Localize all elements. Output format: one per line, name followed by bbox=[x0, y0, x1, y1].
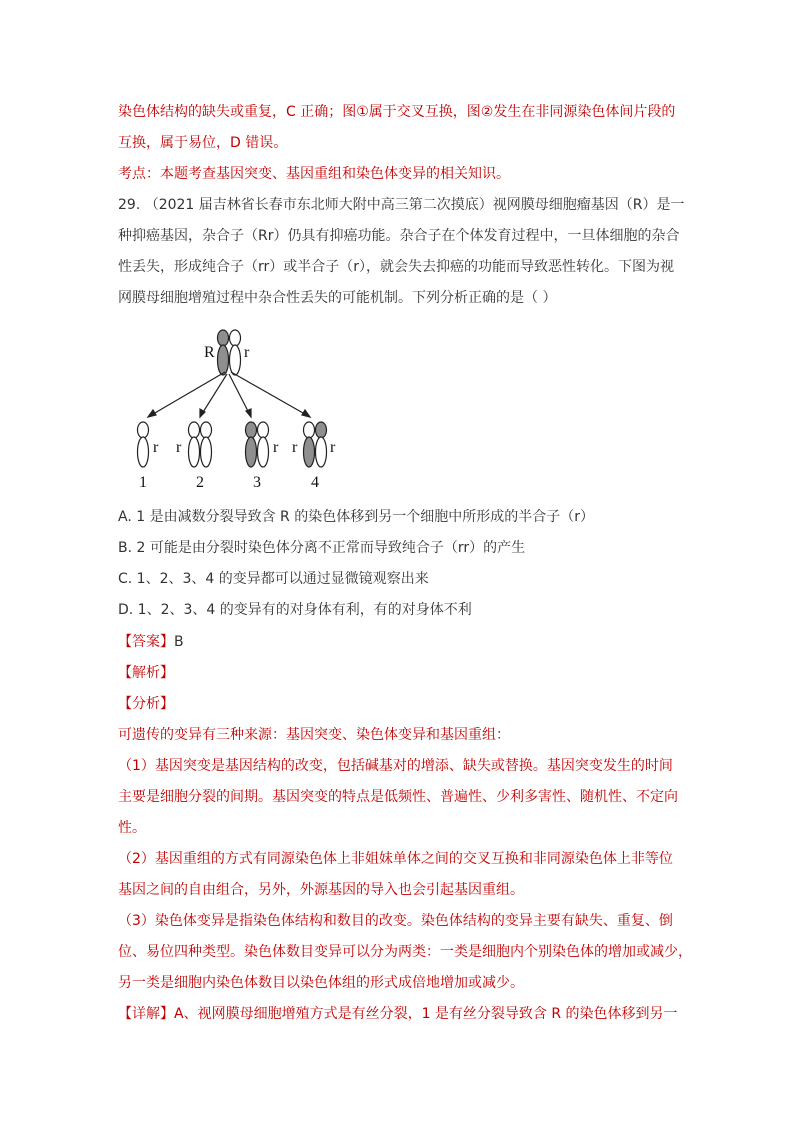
chromosome bbox=[201, 437, 212, 467]
chromosome bbox=[246, 437, 257, 467]
gene-label-R: R bbox=[204, 344, 215, 361]
analysis-text: 位、易位四种类型。染色体数目变异可以分为两类：一类是细胞内个别染色体的增加或减少， bbox=[118, 944, 692, 960]
figure-number-4: 4 bbox=[311, 474, 319, 491]
gene-label-r: r bbox=[153, 439, 159, 456]
analysis-text: 性。 bbox=[118, 820, 146, 836]
figure-number-1: 1 bbox=[139, 474, 147, 491]
analysis-text: （2）基因重组的方式有同源染色体上非姐妹单体之间的交叉互换和非同源染色体上非等位 bbox=[118, 851, 673, 867]
detail-line bbox=[118, 1004, 678, 1024]
option-b: B. 2 可能是由分裂时染色体分离不正常而导致纯合子（rr）的产生 bbox=[118, 540, 526, 556]
gene-label-r: r bbox=[244, 344, 250, 361]
option-d: D. 1、2、3、4 的变异有的对身体有利，有的对身体不利 bbox=[118, 602, 472, 618]
option-c: C. 1、2、3、4 的变异都可以通过显微镜观察出来 bbox=[118, 571, 429, 587]
chromosome bbox=[304, 437, 315, 467]
analysis-label: 【解析】 bbox=[118, 665, 174, 681]
analysis-text: 另一类是细胞内染色体数目以染色体组的形式成倍地增加或减少。 bbox=[118, 975, 524, 991]
chromosome bbox=[304, 422, 315, 438]
answer-value: B bbox=[174, 634, 184, 650]
chromosome bbox=[138, 422, 149, 438]
chromosome-R-bottom bbox=[218, 345, 229, 375]
chromosome bbox=[189, 422, 200, 438]
arrow-4 bbox=[231, 372, 310, 417]
chromosome-R-top bbox=[218, 330, 229, 346]
fenxi-label: 【分析】 bbox=[118, 696, 174, 712]
question-stem: 29. （2021 届吉林省长春市东北师大附中高三第二次摸底）视网膜母细胞瘤基因（R）是一 bbox=[118, 197, 685, 213]
answer-label: 【答案】 bbox=[118, 634, 174, 650]
chromosome bbox=[138, 437, 149, 467]
analysis-text: 基因之间的自由组合，另外，外源基因的导入也会引起基因重组。 bbox=[118, 882, 524, 898]
chromosome bbox=[246, 422, 257, 438]
gene-label-r: r bbox=[273, 439, 279, 456]
chromosome bbox=[201, 422, 212, 438]
arrowhead bbox=[302, 410, 310, 417]
arrowhead bbox=[246, 409, 251, 417]
analysis-text: （1）基因突变是基因结构的改变，包括碱基对的增添、缺失或替换。基因突变发生的时间 bbox=[118, 758, 673, 774]
chromosome bbox=[258, 422, 269, 438]
chromosome bbox=[316, 437, 327, 467]
chromosome-r-top bbox=[230, 330, 241, 346]
question-stem: 种抑癌基因，杂合子（Rr）仍具有抑癌功能。杂合子在个体发育过程中，一旦体细胞的杂合 bbox=[118, 228, 680, 244]
chromosome-figure bbox=[118, 322, 378, 502]
detail-label: 【详解】 bbox=[118, 1006, 174, 1022]
question-stem: 性丢失，形成纯合子（rr）或半合子（r），就会失去抑癌的功能而导致恶性转化。下图为视 bbox=[118, 259, 675, 275]
chromosome-r-bottom bbox=[230, 345, 241, 375]
text-line: 考点：本题考查基因突变、基因重组和染色体变异的相关知识。 bbox=[118, 166, 510, 182]
chromosome bbox=[189, 437, 200, 467]
question-stem: 网膜母细胞增殖过程中杂合性丢失的可能机制。下列分析正确的是（ ） bbox=[118, 290, 557, 306]
gene-label-r: r bbox=[292, 439, 298, 456]
text-line: 染色体结构的缺失或重复，C 正确；图①属于交叉互换，图②发生在非同源染色体间片段的 bbox=[118, 104, 676, 120]
figure-number-3: 3 bbox=[253, 474, 261, 491]
arrow-2 bbox=[200, 374, 227, 417]
analysis-text: 主要是细胞分裂的间期。基因突变的特点是低频性、普遍性、少利多害性、随机性、不定向 bbox=[118, 789, 678, 805]
chromosome bbox=[258, 437, 269, 467]
analysis-text: 可遗传的变异有三种来源：基因突变、染色体变异和基因重组： bbox=[118, 727, 510, 743]
arrowhead bbox=[148, 410, 156, 417]
figure-number-2: 2 bbox=[196, 474, 204, 491]
detail-text: A、视网膜母细胞增殖方式是有丝分裂，1 是有丝分裂导致含 R 的染色体移到另一 bbox=[174, 1006, 678, 1022]
chromosome bbox=[316, 422, 327, 438]
analysis-text: （3）染色体变异是指染色体结构和数目的改变。染色体结构的变异主要有缺失、重复、倒 bbox=[118, 913, 673, 929]
text-line: 互换，属于易位，D 错误。 bbox=[118, 135, 288, 151]
option-a: A. 1 是由减数分裂导致含 R 的染色体移到另一个细胞中所形成的半合子（r） bbox=[118, 509, 594, 525]
answer-line bbox=[118, 632, 678, 652]
gene-label-r: r bbox=[176, 439, 182, 456]
gene-label-r: r bbox=[330, 439, 336, 456]
